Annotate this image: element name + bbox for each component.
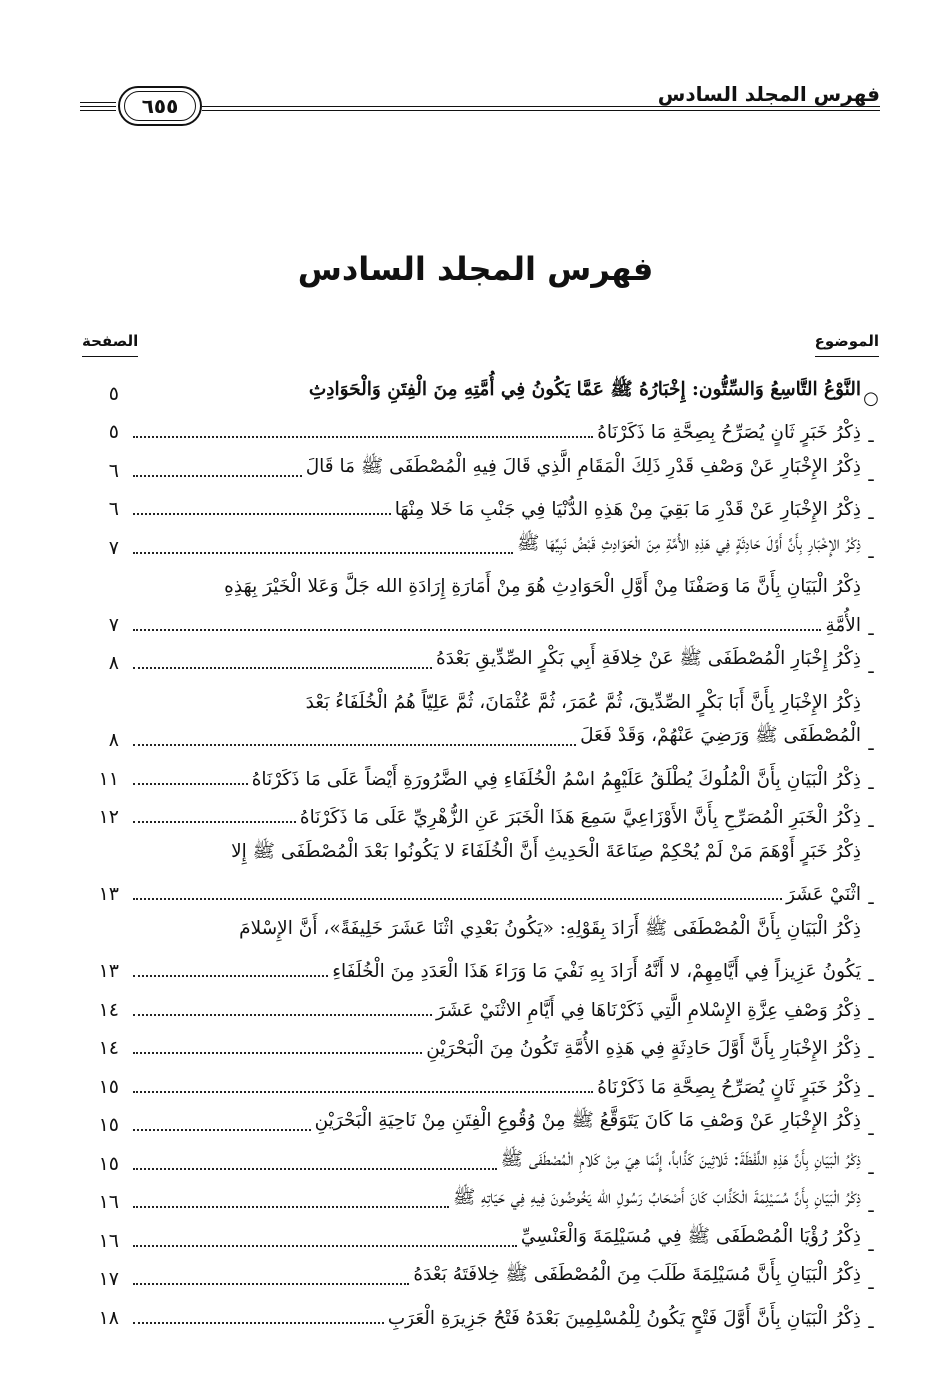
entry-page-number: ٧ <box>108 613 119 636</box>
entry-page-number: ٥ <box>108 382 119 405</box>
entry-text: ذِكْرُ الْبَيَانِ بِأَنَّ أَوَّلَ فَتْحٍ يَكُونُ لِلْمُسْلِمِينَ بَعْدَهُ فَتْحُ جَزِيرَةِ الْعَرَبِ <box>387 1307 861 1329</box>
dot-leader <box>133 1283 409 1285</box>
entry-text: يَكُونُ عَزِيزاً فِي أَيَّامِهِمْ، لا أَنَّهُ أَرَادَ بِهِ نَفْيَ مَا وَرَاءَ هَذَا الْعَدَدِ مِنَ الْخُلَفَاءِ <box>332 961 861 982</box>
entry-text: اثْنَيْ عَشَرَ <box>786 884 861 905</box>
entry-page-number: ١٤ <box>98 1037 119 1059</box>
entry-marker: ـ <box>868 1311 874 1333</box>
entry-marker: ـ <box>868 965 874 986</box>
entry-text: ذِكْرُ الْبَيَانِ بِأَنَّ الْمُصْطَفَى ﷺ أَرَادَ بِقَوْلِهِ: «يَكُونُ بَعْدِي اثْنَا عَشَرَ خَلِيفَةً»، أَنَّ الإِسْلامَ <box>239 917 861 939</box>
dot-leader <box>133 1129 311 1131</box>
entry-page-number: ١٤ <box>98 998 119 1021</box>
dot-leader <box>133 783 248 785</box>
entry-text: ذِكْرُ خَبَرٍ ثَانٍ يُصَرِّحُ بِصِحَّةِ مَا ذَكَرْنَاهُ <box>597 1076 861 1098</box>
column-header-page: الصفحة <box>82 332 138 357</box>
toc-entry <box>81 794 881 833</box>
toc-entry <box>81 447 881 486</box>
toc-entry <box>81 1294 881 1333</box>
page-title: فهرس المجلد السادس <box>297 250 654 288</box>
table-of-contents <box>81 370 881 1333</box>
column-header-topic: الموضوع <box>815 332 879 357</box>
entry-marker: ـ <box>868 541 874 563</box>
toc-entry <box>81 1025 881 1064</box>
entry-text: ذِكْرُ وَصْفِ عِزَّةِ الإِسْلامِ الَّتِي ذَكَرْنَاهَا فِي أَيَّامِ الاثْنَيْ عَشَرَ <box>435 999 861 1021</box>
entry-page-number: ٨ <box>108 729 119 751</box>
entry-text: ذِكْرُ الإِخْبَارِ بِأَنَّ أَوَّلَ حَادِثَةٍ فِي هَذِهِ الأُمَّةِ تَكُونُ مِنَ الْبَحْرَيْنِ <box>426 1038 861 1059</box>
header-rule-left-top <box>80 102 116 103</box>
header-rule-top <box>202 106 880 107</box>
toc-entry <box>81 1063 881 1102</box>
entry-page-number: ١١ <box>98 767 119 790</box>
page-number: ٦٥٥ <box>124 91 196 121</box>
dot-leader <box>133 1206 449 1208</box>
dot-leader <box>133 552 513 554</box>
header-rule-bottom <box>202 110 880 111</box>
entry-page-number: ١٣ <box>98 960 119 982</box>
dot-leader <box>133 1052 422 1054</box>
entry-page-number: ١٥ <box>98 1114 119 1136</box>
dot-leader <box>133 975 328 977</box>
running-header-title: فهرس المجلد السادس <box>657 82 880 106</box>
entry-page-number: ٧ <box>108 536 119 559</box>
entry-text: ذِكْرُ الإِخْبَارِ بِأَنَّ أَبَا بَكْرٍ الصِّدِّيقَ، ثُمَّ عُمَرَ، ثُمَّ عُثْمَانَ، ثُمَّ عَلِيّاً هُمُ الْخُلَفَاءُ بَعْدَ <box>305 691 861 713</box>
entry-text: النَّوْعُ التَّاسِعُ وَالسِّتُّون: إِخْبَارُهُ ﷺ عَمَّا يَكُونُ فِي أُمَّتِهِ مِنَ الْفِتَنِ وَالْحَوَادِثِ <box>308 378 861 400</box>
running-header <box>80 82 880 132</box>
entry-text: ذِكْرُ الإِخْبَارِ عَنْ وَصْفِ مَا كَانَ يَتَوَقَّعُ ﷺ مِنْ وُقُوعِ الْفِتَنِ مِنْ نَاحِيَةِ الْبَحْرَيْنِ <box>314 1110 861 1131</box>
entry-text: ذِكْرُ الْبَيَانِ بِأَنَّ الْمُلُوكَ يُطْلَقُ عَلَيْهِمُ اسْمُ الْخُلَفَاءِ فِي الضَّرُورَةِ أَيْضاً عَلَى مَا ذَكَرْنَاهُ <box>251 768 861 790</box>
entry-page-number: ١٦ <box>98 1191 119 1213</box>
toc-entry <box>81 563 881 640</box>
toc-entry <box>81 524 881 563</box>
dot-leader <box>133 629 821 631</box>
dot-leader <box>133 475 302 477</box>
entry-text: ذِكْرُ خَبَرٍ أَوْهَمَ مَنْ لَمْ يُحْكِمْ صِنَاعَةَ الْحَدِيثِ أَنَّ الْخُلَفَاءَ لا يَكُونُوا بَعْدَ الْمُصْطَفَى ﷺ إِلا <box>231 840 861 862</box>
entry-marker: ○ <box>863 387 879 409</box>
entry-page-number: ١٦ <box>98 1229 119 1252</box>
entry-page-number: ٦ <box>108 459 119 482</box>
entry-marker: ـ <box>868 426 874 447</box>
entry-text: ذِكْرُ رُؤْيَا الْمُصْطَفَى ﷺ فِي مُسَيْلِمَةَ وَالْعَنْسِيِّ <box>520 1225 861 1247</box>
header-rule-left-mid <box>80 106 116 107</box>
entry-marker: ـ <box>868 811 874 832</box>
entry-text: ذِكْرُ الْبَيَانِ بِأَنَّ مُسَيْلِمَةَ طَلَبَ مِنَ الْمُصْطَفَى ﷺ خِلافَتَهُ بَعْدَهُ <box>413 1264 861 1285</box>
entry-marker: ـ <box>868 1157 874 1179</box>
entry-marker: ـ <box>868 888 874 909</box>
entry-text: ذِكْرُ الإِخْبَارِ عَنْ وَصْفِ قَدْرِ ذَلِكَ الْمَقَامِ الَّذِي قَالَ فِيهِ الْمُصْطَفَى ﷺ مَا قَالَ <box>305 455 861 477</box>
toc-entry <box>81 486 881 525</box>
dot-leader <box>133 821 296 823</box>
entry-text: ذِكْرُ الْبَيَانِ بِأَنَّ مَا وَصَفْنَا مِنْ أَوَّلِ الْحَوَادِثِ هُوَ مِنْ أَمَارَةِ إِرَادَةِ الله جَلَّ وَعَلا الْخَيْرَ بِهَذِهِ <box>224 576 861 597</box>
entry-marker: ـ <box>868 1080 874 1102</box>
entry-text: ذِكْرُ الإِخْبَارِ عَنْ قَدْرِ مَا بَقِيَ مِنْ هَذِهِ الدُّنْيَا فِي جَنْبِ مَا خَلا مِنْهَا <box>394 499 861 520</box>
entry-marker: ـ <box>868 1234 874 1256</box>
entry-marker: ـ <box>868 772 874 794</box>
toc-entry <box>81 986 881 1025</box>
entry-marker: ـ <box>868 1273 874 1294</box>
entry-page-number: ١٣ <box>98 883 119 905</box>
toc-entry <box>81 1102 881 1141</box>
entry-page-number: ٨ <box>108 652 119 674</box>
dot-leader <box>133 513 391 515</box>
dot-leader <box>133 667 432 669</box>
entry-text: ذِكْرُ الْبَيَانِ بِأَنَّ مُسَيْلِمَةَ الْكَذَّابَ كَانَ أَصْحَابُ رَسُولِ الله يَخُوضُونَ فِيهِ فِي حَيَاتِهِ ﷺ <box>452 1187 861 1208</box>
dot-leader <box>133 1014 432 1016</box>
entry-marker: ـ <box>868 464 874 486</box>
toc-entry <box>81 832 881 909</box>
entry-page-number: ١٥ <box>98 1152 119 1175</box>
entry-marker: ـ <box>868 618 874 640</box>
toc-entry <box>81 678 881 755</box>
entry-marker: ـ <box>868 1003 874 1025</box>
dot-leader <box>133 1322 384 1324</box>
page-number-frame <box>118 86 202 126</box>
entry-text: ذِكْرُ خَبَرٍ ثَانٍ يُصَرِّحُ بِصِحَّةِ مَا ذَكَرْنَاهُ <box>597 422 861 443</box>
entry-text: الأُمَّةِ <box>825 614 861 636</box>
dot-leader <box>133 1091 593 1093</box>
entry-marker: ـ <box>868 503 874 524</box>
toc-entry <box>81 1179 881 1218</box>
dot-leader <box>133 1245 517 1247</box>
toc-entry <box>81 755 881 794</box>
toc-entry <box>81 409 881 448</box>
dot-leader <box>133 436 593 438</box>
entry-marker: ـ <box>868 657 874 678</box>
dot-leader <box>133 744 576 746</box>
entry-marker: ـ <box>868 1119 874 1140</box>
toc-entry <box>81 370 881 409</box>
entry-page-number: ١٨ <box>98 1306 119 1329</box>
entry-marker: ـ <box>868 1196 874 1217</box>
entry-page-number: ١٧ <box>98 1268 119 1290</box>
entry-page-number: ١٢ <box>98 806 119 828</box>
toc-entry <box>81 1217 881 1256</box>
entry-marker: ـ <box>868 1042 874 1063</box>
toc-entry <box>81 909 881 986</box>
entry-text: ذِكْرُ إِخْبَارِ الْمُصْطَفَى ﷺ عَنْ خِلافَةِ أَبِي بَكْرٍ الصِّدِّيقِ بَعْدَهُ <box>436 648 861 669</box>
entry-page-number: ٥ <box>108 421 119 443</box>
entry-text: ذِكْرُ الْبَيَانِ بِأَنَّ هَذِهِ اللَّفْظَةَ: ثَلاثِينَ كَذَّاباً، إِنَّمَا هِيَ مِنْ كَلامِ الْمُصْطَفَى ﷺ <box>500 1148 861 1170</box>
entry-text: ذِكْرُ الْخَبَرِ الْمُصَرِّحِ بِأَنَّ الأَوْزَاعِيَّ سَمِعَ هَذَا الْخَبَرَ عَنِ الزُّهْرِيِّ عَلَى مَا ذَكَرْنَاهُ <box>299 807 861 828</box>
toc-entry <box>81 1140 881 1179</box>
entry-page-number: ١٥ <box>98 1075 119 1098</box>
toc-entry <box>81 640 881 679</box>
entry-text: الْمُصْطَفَى ﷺ وَرَضِيَ عَنْهُمْ، وَقَدْ فَعَلَ <box>580 725 861 746</box>
toc-entry <box>81 1256 881 1295</box>
entry-marker: ـ <box>868 734 874 755</box>
entry-text: ذِكْرُ الإِخْبَارِ بِأَنَّ أَوَّلَ حَادِثَةٍ فِي هَذِهِ الأُمَّةِ مِنَ الْحَوَادِثِ قَبْضُ نَبِيِّهَا ﷺ <box>517 532 861 554</box>
dot-leader <box>133 898 782 900</box>
dot-leader <box>133 1168 497 1170</box>
header-rule-left-bottom <box>80 110 116 111</box>
entry-page-number: ٦ <box>108 498 119 520</box>
